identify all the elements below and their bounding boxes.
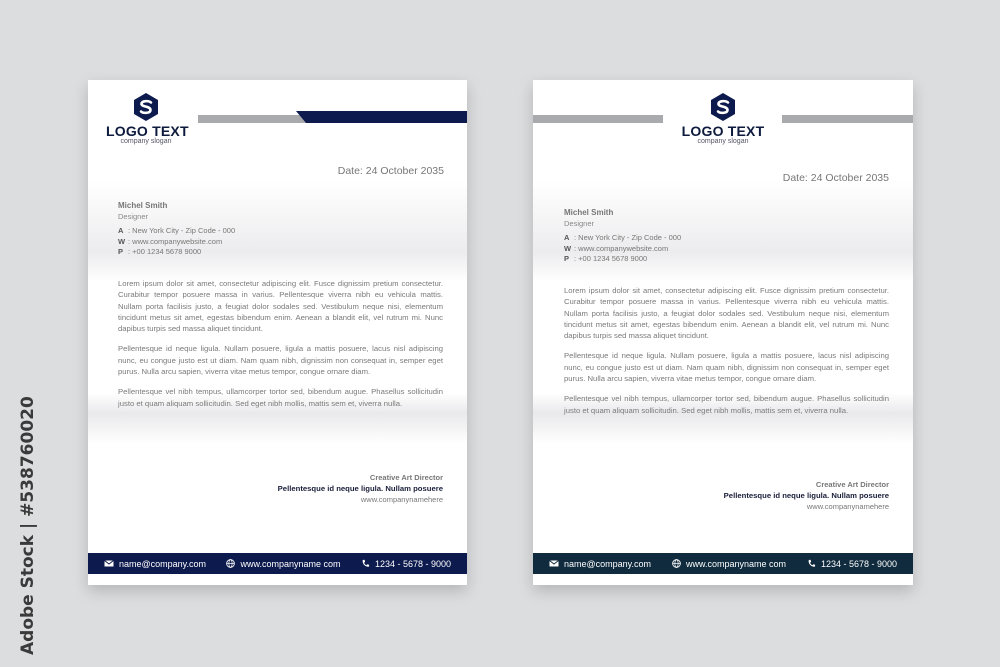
body-paragraph-2: Pellentesque id neque ligula. Nullam posuere, ligula a mattis posuere, lacus nisl adipiscing nunc, eu congue justo est ut diam. Nam quam nibh, dignissim non consequat in, semper eget purus. Nulla arcu sapien, viverra vitae metus tempor, congue ornare diam. bbox=[564, 351, 889, 384]
footer-email: name@company.com bbox=[549, 559, 651, 569]
address-line: A : New York City - Zip Code - 000 bbox=[564, 233, 682, 242]
phone-line: P : +00 1234 5678 9000 bbox=[118, 247, 202, 256]
footer-phone: 1234 - 5678 - 9000 bbox=[807, 559, 897, 569]
signature-title: Creative Art Director bbox=[369, 473, 443, 482]
globe-icon bbox=[672, 559, 681, 568]
letter-date: Date: 24 October 2035 bbox=[782, 172, 889, 184]
letter-body bbox=[564, 285, 889, 425]
letterhead-right bbox=[533, 80, 913, 585]
sender-name: Michel Smith bbox=[118, 201, 168, 210]
globe-icon bbox=[226, 559, 235, 568]
footer-bar bbox=[533, 553, 913, 574]
signature-website: www.companynamehere bbox=[360, 495, 443, 504]
stock-id-text: Adobe Stock | #538760020 bbox=[18, 396, 38, 655]
envelope-icon bbox=[549, 560, 559, 567]
sender-role: Designer bbox=[118, 212, 149, 221]
signature-block bbox=[278, 472, 443, 505]
footer-website: www.companyname com bbox=[226, 559, 340, 569]
phone-icon bbox=[807, 559, 816, 568]
logo bbox=[678, 92, 768, 145]
logo-text: LOGO TEXT bbox=[106, 123, 189, 139]
signature-line: Pellentesque id neque ligula. Nullam posuere bbox=[723, 491, 889, 500]
sender-contact bbox=[564, 233, 681, 265]
body-paragraph-3: Pellentesque vel nibh tempus, ullamcorper tortor sed, bibendum augue. Phasellus sollicitudin justo et quam aliquam sollicitudin. Sed eget nibh mollis, mattis sem et, viverra nulla. bbox=[118, 387, 443, 408]
signature-block bbox=[724, 479, 889, 512]
website-line: W : www.companywebsite.com bbox=[564, 243, 669, 253]
phone-icon bbox=[361, 559, 370, 568]
signature-website: www.companynamehere bbox=[806, 502, 889, 511]
logo-slogan: company slogan bbox=[697, 138, 749, 145]
hexagon-s-logo-icon bbox=[709, 92, 737, 122]
sender-role: Designer bbox=[564, 219, 595, 228]
body-paragraph-2: Pellentesque id neque ligula. Nullam posuere, ligula a mattis posuere, lacus nisl adipiscing nunc, eu congue justo est ut diam. Nam quam nibh, dignissim non consequat in, semper eget purus. Nulla arcu sapien, viverra vitae metus tempor, congue ornare diam. bbox=[118, 344, 443, 377]
header-gray-bar bbox=[198, 115, 308, 123]
letter-body bbox=[118, 278, 443, 418]
header-gray-bar-right bbox=[782, 115, 913, 123]
hexagon-s-logo-icon bbox=[132, 92, 160, 122]
sender-name: Michel Smith bbox=[564, 208, 614, 217]
website-line: W : www.companywebsite.com bbox=[118, 236, 223, 246]
phone-line: P : +00 1234 5678 9000 bbox=[564, 254, 648, 263]
envelope-icon bbox=[104, 560, 114, 567]
header-gray-bar-left bbox=[533, 115, 663, 123]
signature-line: Pellentesque id neque ligula. Nullam posuere bbox=[277, 484, 443, 493]
address-line: A : New York City - Zip Code - 000 bbox=[118, 226, 236, 235]
logo-text: LOGO TEXT bbox=[681, 123, 765, 139]
header-navy-bar bbox=[296, 111, 467, 123]
footer-website: www.companyname com bbox=[672, 559, 786, 569]
body-paragraph-3: Pellentesque vel nibh tempus, ullamcorper tortor sed, bibendum augue. Phasellus sollicitudin justo et quam aliquam sollicitudin. Sed eget nibh mollis, mattis sem et, viverra nulla. bbox=[564, 394, 889, 415]
footer-bar bbox=[88, 553, 467, 574]
letter-date: Date: 24 October 2035 bbox=[337, 165, 444, 177]
footer-email: name@company.com bbox=[104, 559, 206, 569]
body-paragraph-1: Lorem ipsum dolor sit amet, consectetur adipiscing elit. Fusce dignissim pretium consectetur. Curabitur tempor posuere massa in varius. Pellentesque viverra nibh eu vehicula mattis. Nullam porta facilisis justo, a feugiat dolor sodales sed. Vestibulum neque nisi, elementum tincidunt metus sit amet, egestas bibendum enim. Aenean a blandit elit, vel rutrum mi. Nunc dapibus turpis sed massa aliquet tincidunt. bbox=[564, 286, 889, 341]
stock-id-watermark bbox=[8, 396, 38, 660]
signature-title: Creative Art Director bbox=[815, 480, 889, 489]
body-paragraph-1: Lorem ipsum dolor sit amet, consectetur adipiscing elit. Fusce dignissim pretium consectetur. Curabitur tempor posuere massa in varius. Pellentesque viverra nibh eu vehicula mattis. Nullam porta facilisis justo, a feugiat dolor sodales sed. Vestibulum neque nisi, elementum tincidunt metus sit amet, egestas bibendum enim. Aenean a blandit elit, vel rutrum mi. Nunc dapibus turpis sed massa aliquet tincidunt. bbox=[118, 279, 443, 334]
sender-contact bbox=[118, 226, 235, 258]
logo bbox=[106, 92, 189, 145]
footer-phone: 1234 - 5678 - 9000 bbox=[361, 559, 451, 569]
letterhead-left bbox=[88, 80, 467, 585]
logo-slogan: company slogan bbox=[120, 138, 172, 145]
